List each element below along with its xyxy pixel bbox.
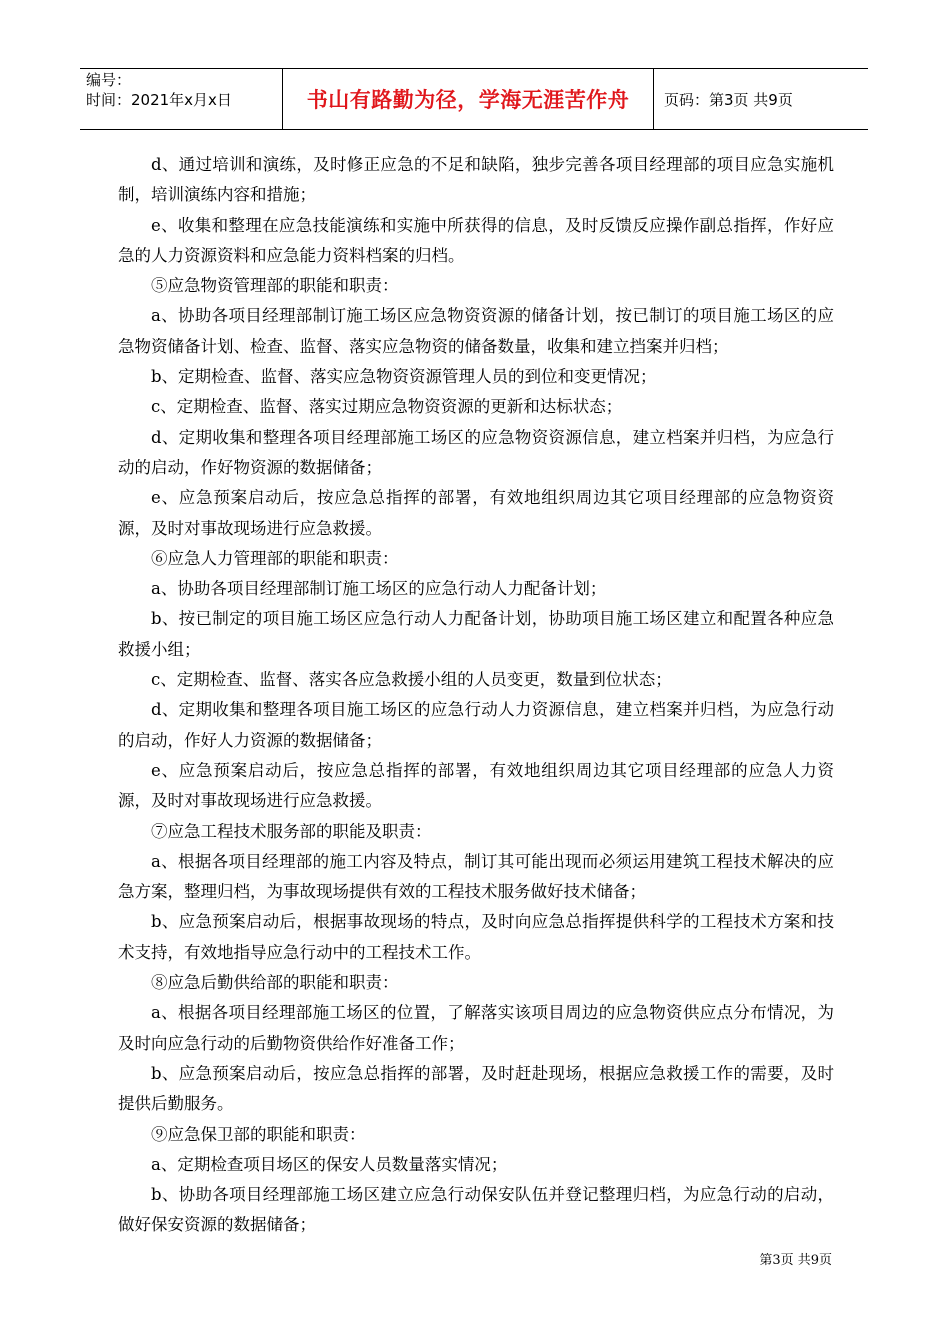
paragraph: a、协助各项目经理部制订施工场区的应急行动人力配备计划； — [151, 579, 607, 599]
paragraph: c、定期检查、监督、落实各应急救援小组的人员变更，数量到位状态； — [151, 670, 672, 690]
paragraph: e、收集和整理在应急技能演练和实施中所获得的信息，及时反馈反应操作副总指挥，作好应急的人力资源资料和应急能力资料档案的归档。 — [118, 215, 834, 265]
section-heading: ⑥应急人力管理部的职能和职责： — [151, 548, 399, 568]
paragraph: d、定期收集和整理各项目经理部施工场区的应急物资资源信息，建立档案并归档，为应急行动的启动，作好物资源的数据储备； — [118, 427, 834, 477]
paragraph: a、根据各项目经理部的施工内容及特点，制订其可能出现而必须运用建筑工程技术解决的应急方案，整理归档，为事故现场提供有效的工程技术服务做好技术储备； — [118, 851, 834, 902]
document-number-label: 编号： — [86, 71, 132, 89]
paragraph: b、协助各项目经理部施工场区建立应急行动保安队伍并登记整理归档，为应急行动的启动，做好保安资源的数据储备； — [118, 1185, 834, 1235]
paragraph: b、定期检查、监督、落实应急物资资源管理人员的到位和变更情况； — [151, 367, 657, 387]
page-footer: 第3页 共9页 — [759, 1253, 832, 1268]
section-heading: ⑨应急保卫部的职能和职责： — [151, 1124, 366, 1144]
paragraph: b、按已制定的项目施工场区应急行动人力配备计划，协助项目施工场区建立和配置各种应急救援小组； — [118, 609, 834, 659]
paragraph: d、定期收集和整理各项目施工场区的应急行动人力资源信息，建立档案并归档，为应急行动的启动，作好人力资源的数据储备； — [118, 700, 834, 750]
paragraph: a、协助各项目经理部制订施工场区应急物资资源的储备计划，按已制订的项目施工场区的应急物资储备计划、检查、监督、落实应急物资的储备数量，收集和建立挡案并归档； — [118, 306, 834, 356]
paragraph: a、定期检查项目场区的保安人员数量落实情况； — [151, 1154, 508, 1174]
document-time-label: 时间：2021年x月x日 — [86, 91, 232, 109]
section-heading: ⑦应急工程技术服务部的职能及职责： — [151, 821, 432, 841]
document-body — [118, 150, 834, 1241]
page-header — [80, 68, 868, 130]
paragraph: e、应急预案启动后，按应急总指挥的部署，有效地组织周边其它项目经理部的应急人力资源，及时对事故现场进行应急救援。 — [118, 760, 834, 811]
paragraph: b、应急预案启动后，根据事故现场的特点，及时向应急总指挥提供科学的工程技术方案和技术支持，有效地指导应急行动中的工程技术工作。 — [118, 912, 834, 962]
paragraph: c、定期检查、监督、落实过期应急物资资源的更新和达标状态； — [151, 397, 623, 417]
paragraph: a、根据各项目经理部施工场区的位置，了解落实该项目周边的应急物资供应点分布情况，为及时向应急行动的后勤物资供给作好准备工作； — [118, 1003, 834, 1053]
header-motto: 书山有路勤为径，学海无涯苦作舟 — [282, 69, 654, 129]
paragraph: b、应急预案启动后，按应急总指挥的部署，及时赶赴现场，根据应急救援工作的需要，及时提供后勤服务。 — [118, 1063, 834, 1114]
paragraph: d、通过培训和演练，及时修正应急的不足和缺陷，独步完善各项目经理部的项目应急实施机制，培训演练内容和措施； — [118, 155, 834, 205]
header-page-info: 页码：第3页 共9页 — [664, 90, 793, 109]
section-heading: ⑧应急后勤供给部的职能和职责： — [151, 973, 399, 993]
section-heading: ⑤应急物资管理部的职能和职责： — [151, 276, 399, 296]
header-meta — [80, 69, 282, 129]
paragraph: e、应急预案启动后，按应急总指挥的部署，有效地组织周边其它项目经理部的应急物资资源，及时对事故现场进行应急救援。 — [118, 488, 834, 538]
